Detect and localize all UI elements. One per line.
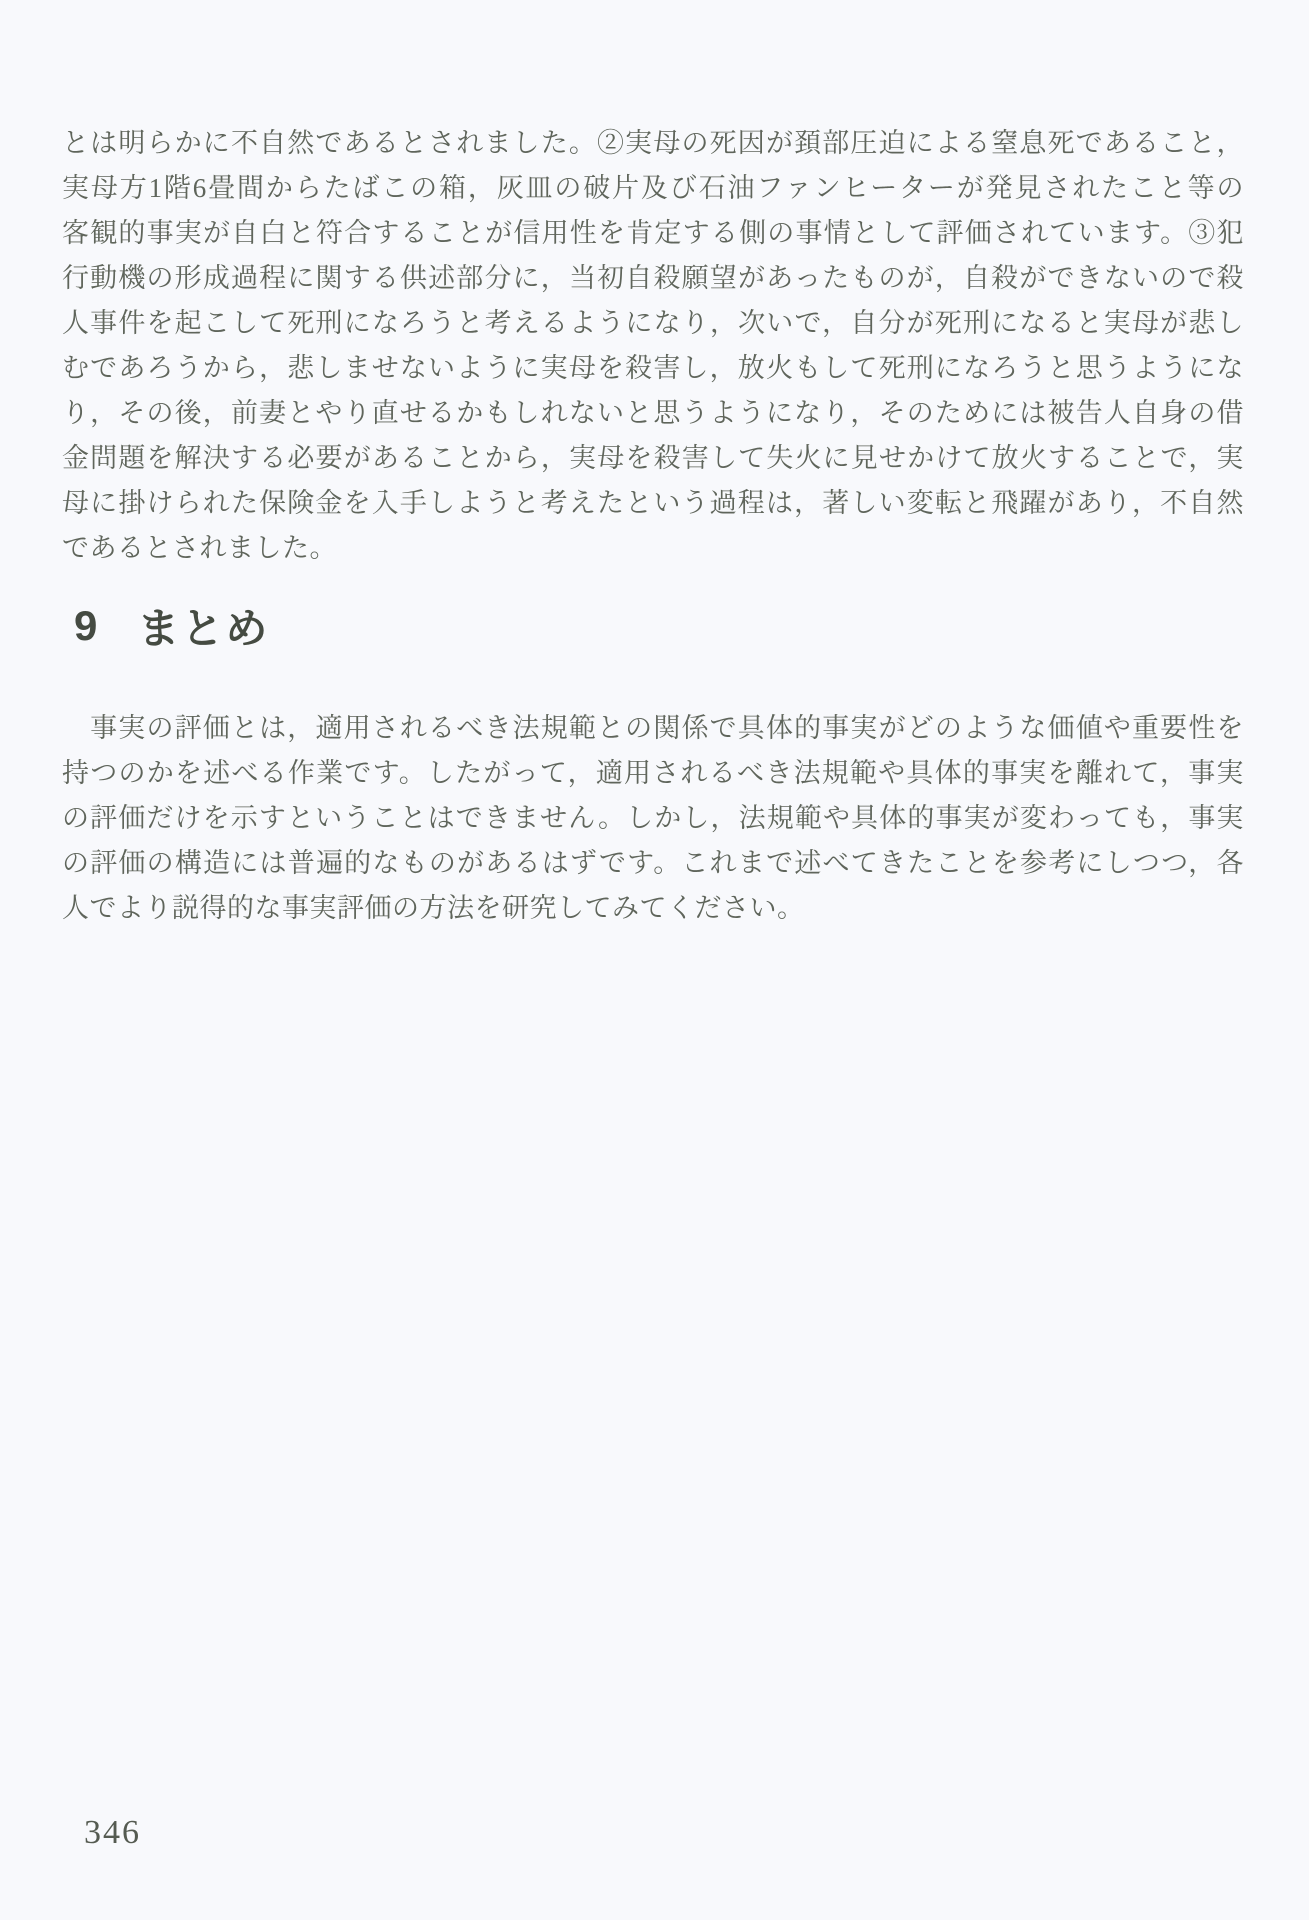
- page-content: [62, 121, 1244, 931]
- text-line: であるとされました。: [62, 533, 337, 563]
- text-line: の評価だけを示すということはできません。しかし，法規範や具体的事実が変わっても，事実: [62, 803, 1244, 833]
- text-line: 行動機の形成過程に関する供述部分に，当初自殺願望があったものが，自殺ができないので殺: [62, 263, 1244, 293]
- section-number: 9: [74, 602, 100, 649]
- body-paragraph-2: [62, 706, 1244, 931]
- section-title: まとめ: [137, 605, 270, 652]
- text-line: り，その後，前妻とやり直せるかもしれないと思うようになり，そのためには被告人自身の借: [62, 398, 1244, 428]
- text-line: むであろうから，悲しませないように実母を殺害し，放火もして死刑になろうと思うようにな: [62, 353, 1244, 383]
- text-line: 人事件を起こして死刑になろうと考えるようになり，次いで，自分が死刑になると実母が悲し: [62, 308, 1244, 338]
- body-paragraph-1: [62, 121, 1244, 571]
- text-line: 実母方1階6畳間からたばこの箱，灰皿の破片及び石油ファンヒーターが発見されたこと等の: [62, 173, 1244, 203]
- text-line: とは明らかに不自然であるとされました。②実母の死因が頚部圧迫による窒息死であること，: [62, 128, 1244, 158]
- section-heading: [74, 601, 1244, 651]
- text-line: の評価の構造には普遍的なものがあるはずです。これまで述べてきたことを参考にしつつ，各: [62, 848, 1244, 878]
- page-number: 346: [84, 1814, 141, 1851]
- text-line: 客観的事実が自白と符合することが信用性を肯定する側の事情として評価されています。③犯: [62, 218, 1244, 248]
- text-line: 母に掛けられた保険金を入手しようと考えたという過程は，著しい変転と飛躍があり，不自然: [62, 488, 1244, 518]
- text-line: 人でより説得的な事実評価の方法を研究してみてください。: [62, 893, 805, 923]
- text-line: 持つのかを述べる作業です。したがって，適用されるべき法規範や具体的事実を離れて，事実: [62, 758, 1244, 788]
- text-line: 金問題を解決する必要があることから，実母を殺害して失火に見せかけて放火することで，実: [62, 443, 1244, 473]
- text-line: 事実の評価とは，適用されるべき法規範との関係で具体的事実がどのような価値や重要性を: [62, 713, 1244, 743]
